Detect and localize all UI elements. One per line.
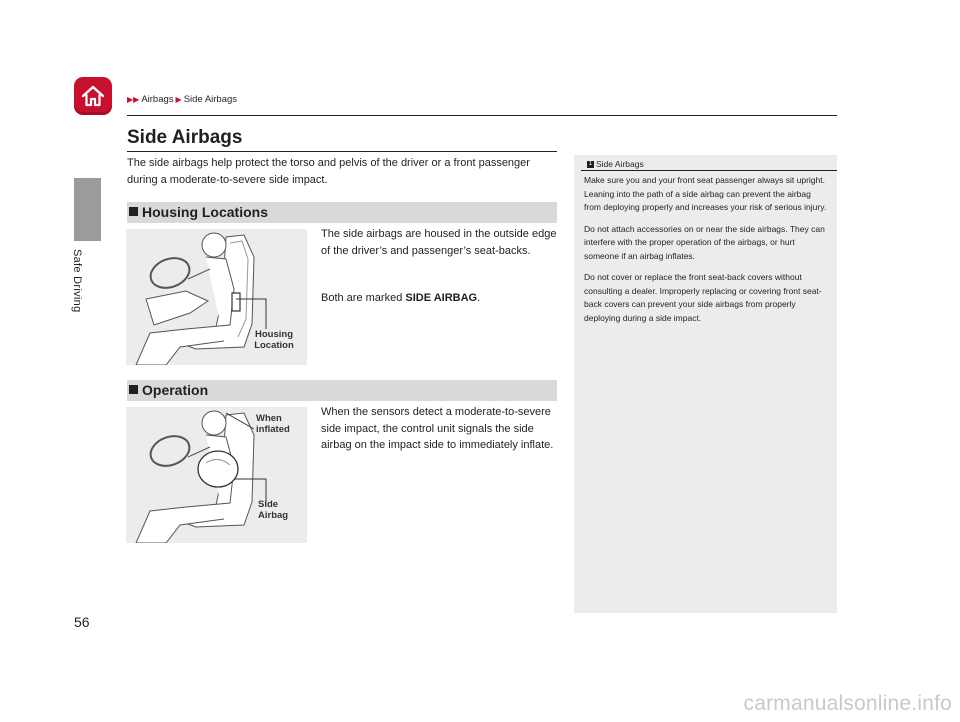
breadcrumb-airbags[interactable]: Airbags <box>141 94 174 105</box>
housing-location-callout: Housing Location <box>254 329 294 351</box>
breadcrumb <box>127 94 237 105</box>
section-heading-operation <box>127 380 557 401</box>
side-airbag-callout: Side Airbag <box>258 499 289 521</box>
section-heading-housing <box>127 202 557 223</box>
sidebar-body <box>584 174 830 333</box>
home-icon <box>80 83 106 109</box>
side-airbag-marking: SIDE AIRBAG <box>405 292 478 304</box>
sidebar-paragraph: Make sure you and your front seat passenger always sit upright. Leaning into the path of a side airbag can prevent the airbag from deploying properly and increases your risk of serious injury. <box>584 175 827 212</box>
section-tab[interactable] <box>74 178 101 241</box>
sidebar-paragraph: Do not attach accessories on or near the side airbags. They can interfere with the proper operation of the airbags, or hurt someone if an airbag inflates. <box>584 223 825 261</box>
sidebar-paragraph: Do not cover or replace the front seat-back covers without consulting a dealer. Improperly replacing or covering front seat-back covers can prevent your side airbags from properly deploying during a side impact. <box>584 272 822 323</box>
sidebar-heading <box>587 159 644 169</box>
sidebar-divider <box>581 170 837 171</box>
page-title: Side Airbags <box>127 127 243 148</box>
housing-body: The side airbags are housed in the outside edge of the driver’s and passenger’s seat-backs. <box>321 228 557 257</box>
watermark: carmanualsonline.info <box>743 692 952 715</box>
when-inflated-callout: When inflated <box>256 413 290 435</box>
page-number: 56 <box>74 614 90 630</box>
operation-illustration <box>126 407 307 543</box>
breadcrumb-arrow-icon: ▶ <box>175 95 182 104</box>
housing-location-illustration <box>126 229 307 365</box>
section-bullet-icon <box>129 385 138 394</box>
section-heading-text: Housing Locations <box>142 204 268 220</box>
home-button[interactable] <box>74 77 112 115</box>
section-bullet-icon <box>129 207 138 216</box>
breadcrumb-arrow-icon: ▶▶ <box>127 95 140 104</box>
chapter-label: Safe Driving <box>71 249 83 313</box>
sidebar-title: Side Airbags <box>596 159 644 169</box>
sidebar-note <box>574 155 837 613</box>
operation-body: When the sensors detect a moderate-to-severe side impact, the control unit signals the side airbag on the impact side to immediately inflate. <box>321 406 554 451</box>
intro-text: The side airbags help protect the torso and pelvis of the driver or a front passenger during a moderate-to-severe side impact. <box>127 157 530 186</box>
marked-prefix: Both are marked <box>321 292 406 304</box>
section-heading-text: Operation <box>142 382 209 398</box>
header-divider <box>127 115 837 116</box>
note-number-badge: 1 <box>588 160 593 167</box>
marked-suffix: . <box>477 292 481 304</box>
breadcrumb-side-airbags[interactable]: Side Airbags <box>183 94 238 105</box>
housing-marked-text <box>321 290 559 307</box>
title-divider <box>127 151 557 152</box>
